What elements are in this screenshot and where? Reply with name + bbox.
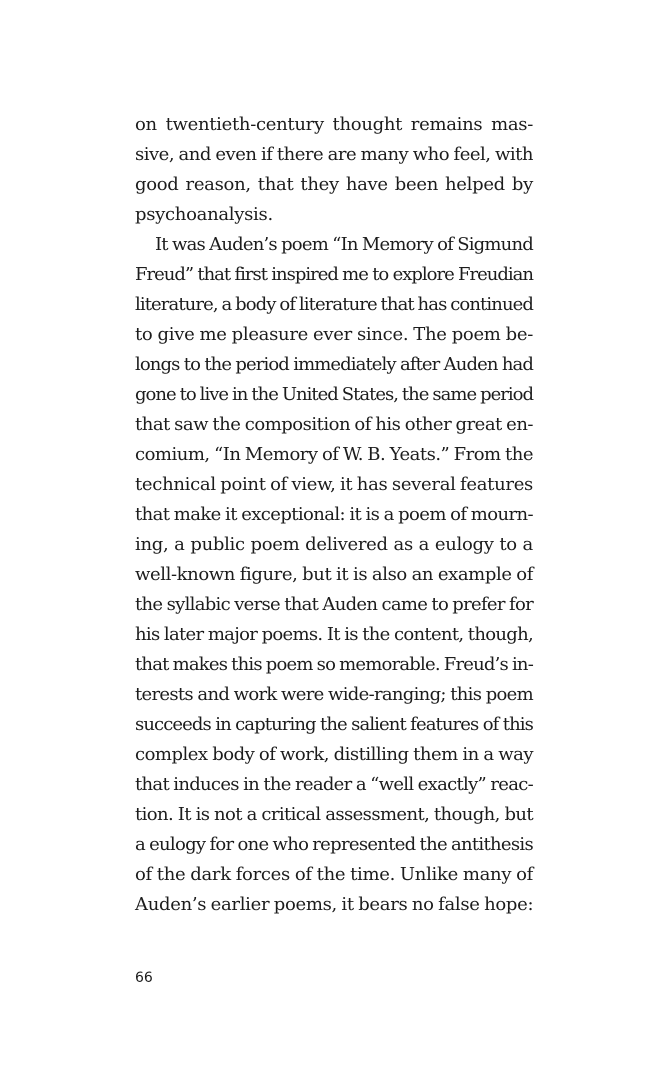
text-line: that induces in the reader a “well exactly” reac-	[135, 774, 533, 795]
page-number: 66	[135, 970, 153, 986]
text-line: of the dark forces of the time. Unlike many of	[135, 864, 533, 885]
text-line: the syllabic verse that Auden came to prefer for	[135, 594, 533, 615]
text-line: complex body of work, distilling them in a way	[135, 744, 533, 765]
text-line: terests and work were wide-ranging; this poem	[135, 684, 533, 705]
text-line: on twentieth-century thought remains mas-	[135, 114, 533, 135]
text-line: that saw the composition of his other great en-	[135, 414, 533, 435]
text-line: to give me pleasure ever since. The poem be-	[135, 324, 533, 345]
text-line: longs to the period immediately after Auden had	[135, 354, 533, 375]
text-line: a eulogy for one who represented the antithesis	[135, 834, 533, 855]
paragraph-first-line: It was Auden’s poem “In Memory of Sigmund	[155, 234, 533, 255]
text-line: succeeds in capturing the salient features of this	[135, 714, 533, 735]
text-line: Auden’s earlier poems, it bears no false hope:	[135, 894, 534, 915]
text-line: good reason, that they have been helped by	[135, 174, 533, 195]
text-line: literature, a body of literature that has continued	[135, 294, 534, 315]
text-line: gone to live in the United States, the same period	[135, 384, 533, 405]
text-line: tion. It is not a critical assessment, though, but	[135, 804, 533, 825]
text-line: his later major poems. It is the content, though,	[135, 624, 533, 645]
text-line: that make it exceptional: it is a poem of mourn-	[135, 504, 533, 525]
text-line: technical point of view, it has several features	[135, 474, 533, 495]
text-line: psychoanalysis.	[135, 204, 273, 225]
body-text	[135, 110, 533, 920]
text-line: ing, a public poem delivered as a eulogy to a	[135, 534, 533, 555]
text-line: Freud” that first inspired me to explore Freudian	[135, 264, 533, 285]
text-line: well-known figure, but it is also an example of	[135, 564, 533, 585]
text-line: sive, and even if there are many who feel, with	[135, 144, 533, 165]
text-line: that makes this poem so memorable. Freud’s in-	[135, 654, 533, 675]
text-line: comium, “In Memory of W. B. Yeats.” From the	[135, 444, 533, 465]
